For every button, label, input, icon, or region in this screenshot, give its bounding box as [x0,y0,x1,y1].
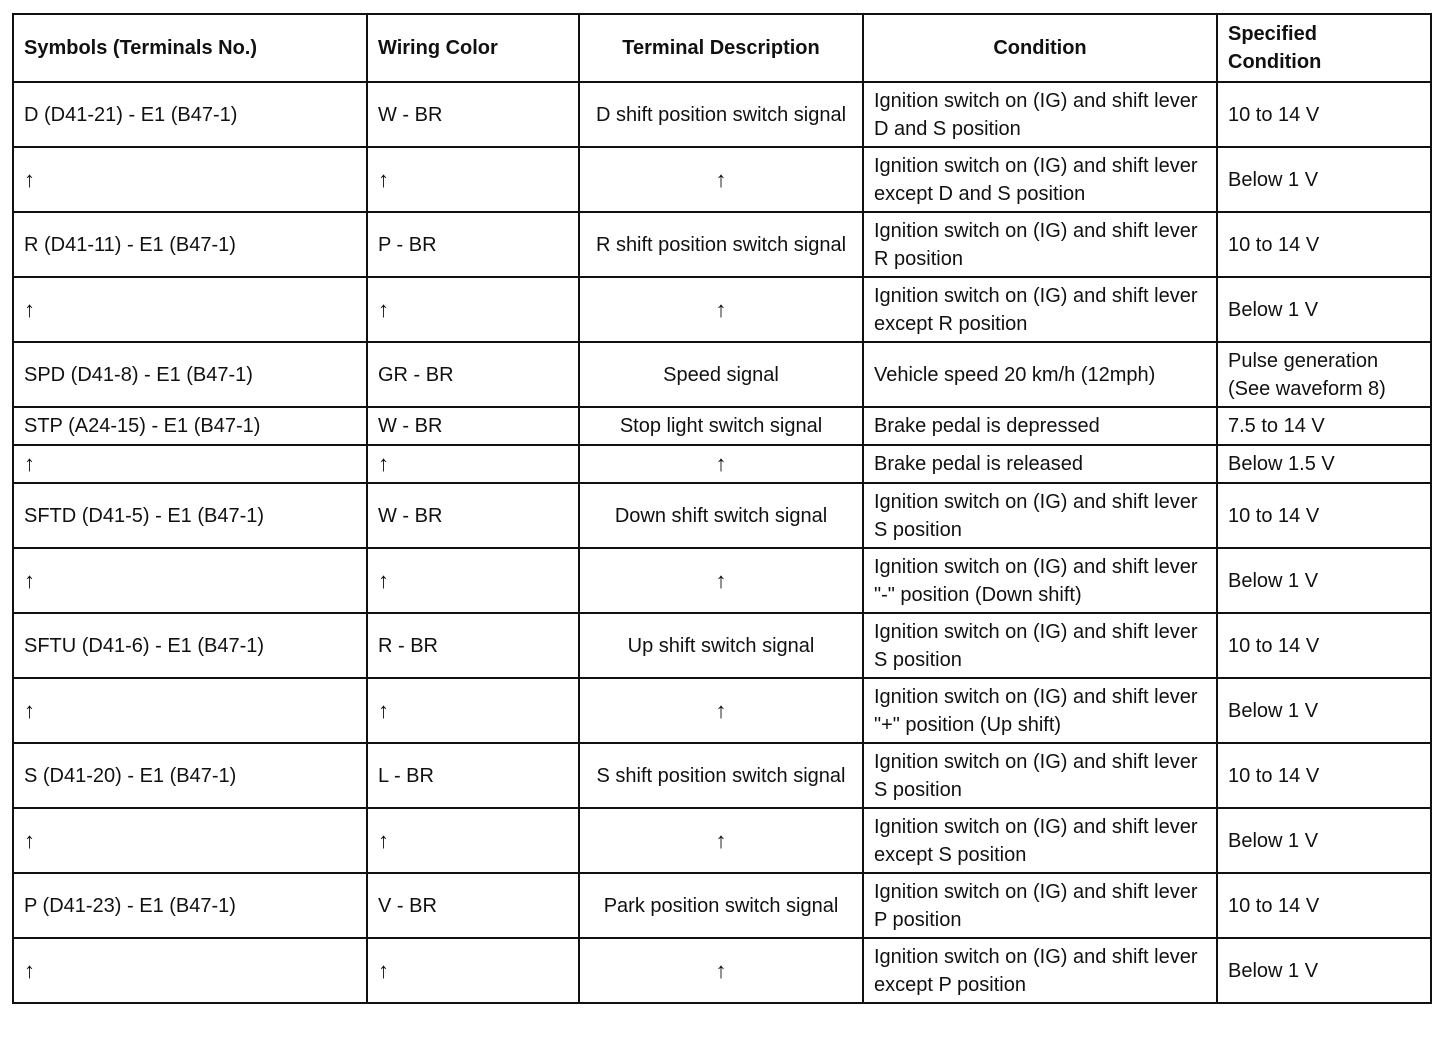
table-row [13,938,1431,1003]
cell-specified-condition: 10 to 14 V [1217,212,1431,277]
cell-condition: Ignition switch on (IG) and shift lever D and S position [863,82,1217,147]
table-row [13,212,1431,277]
cell-terminal-description: ↑ [579,445,863,483]
cell-specified-condition: Pulse generation (See waveform 8) [1217,342,1431,407]
cell-symbols: SPD (D41-8) - E1 (B47-1) [13,342,367,407]
cell-wiring-color: ↑ [367,678,579,743]
cell-condition: Ignition switch on (IG) and shift lever S position [863,483,1217,548]
cell-terminal-description: R shift position switch signal [579,212,863,277]
cell-specified-condition: 10 to 14 V [1217,613,1431,678]
cell-wiring-color: W - BR [367,82,579,147]
cell-terminal-description: ↑ [579,938,863,1003]
cell-specified-condition: 10 to 14 V [1217,743,1431,808]
cell-terminal-description: Park position switch signal [579,873,863,938]
cell-specified-condition: Below 1 V [1217,147,1431,212]
cell-terminal-description: Stop light switch signal [579,407,863,445]
cell-symbols: ↑ [13,808,367,873]
cell-terminal-description: S shift position switch signal [579,743,863,808]
cell-symbols: ↑ [13,277,367,342]
cell-terminal-description: ↑ [579,147,863,212]
cell-specified-condition: Below 1 V [1217,548,1431,613]
cell-terminal-description: Down shift switch signal [579,483,863,548]
cell-wiring-color: ↑ [367,445,579,483]
cell-condition: Ignition switch on (IG) and shift lever except D and S position [863,147,1217,212]
table-row [13,678,1431,743]
cell-terminal-description: ↑ [579,678,863,743]
cell-terminal-description: D shift position switch signal [579,82,863,147]
table-row [13,483,1431,548]
cell-wiring-color: ↑ [367,277,579,342]
cell-wiring-color: L - BR [367,743,579,808]
cell-symbols: R (D41-11) - E1 (B47-1) [13,212,367,277]
cell-condition: Ignition switch on (IG) and shift lever R position [863,212,1217,277]
table-row [13,82,1431,147]
cell-condition: Brake pedal is depressed [863,407,1217,445]
cell-wiring-color: ↑ [367,808,579,873]
cell-wiring-color: P - BR [367,212,579,277]
cell-symbols: ↑ [13,548,367,613]
cell-condition: Ignition switch on (IG) and shift lever "-" position (Down shift) [863,548,1217,613]
table-row [13,808,1431,873]
cell-wiring-color: GR - BR [367,342,579,407]
cell-terminal-description: ↑ [579,548,863,613]
cell-terminal-description: Speed signal [579,342,863,407]
table-row [13,342,1431,407]
cell-condition: Ignition switch on (IG) and shift lever except R position [863,277,1217,342]
cell-specified-condition: Below 1 V [1217,277,1431,342]
cell-symbols: P (D41-23) - E1 (B47-1) [13,873,367,938]
cell-condition: Vehicle speed 20 km/h (12mph) [863,342,1217,407]
cell-symbols: SFTU (D41-6) - E1 (B47-1) [13,613,367,678]
header-specified-condition: Specified Condition [1217,14,1431,82]
cell-symbols: ↑ [13,147,367,212]
cell-wiring-color: W - BR [367,483,579,548]
cell-condition: Ignition switch on (IG) and shift lever P position [863,873,1217,938]
terminal-table [12,13,1432,1004]
cell-condition: Brake pedal is released [863,445,1217,483]
cell-specified-condition: Below 1 V [1217,938,1431,1003]
table-row [13,873,1431,938]
header-row [13,14,1431,82]
cell-wiring-color: W - BR [367,407,579,445]
cell-condition: Ignition switch on (IG) and shift lever except P position [863,938,1217,1003]
cell-terminal-description: ↑ [579,808,863,873]
cell-symbols: ↑ [13,938,367,1003]
table-row [13,743,1431,808]
table-row [13,147,1431,212]
cell-symbols: ↑ [13,678,367,743]
header-condition: Condition [863,14,1217,82]
cell-symbols: SFTD (D41-5) - E1 (B47-1) [13,483,367,548]
table-row [13,407,1431,445]
cell-wiring-color: ↑ [367,548,579,613]
cell-terminal-description: Up shift switch signal [579,613,863,678]
table-row [13,277,1431,342]
cell-wiring-color: V - BR [367,873,579,938]
cell-condition: Ignition switch on (IG) and shift lever "+" position (Up shift) [863,678,1217,743]
cell-symbols: S (D41-20) - E1 (B47-1) [13,743,367,808]
cell-condition: Ignition switch on (IG) and shift lever except S position [863,808,1217,873]
table-row [13,613,1431,678]
cell-specified-condition: 7.5 to 14 V [1217,407,1431,445]
cell-specified-condition: Below 1 V [1217,678,1431,743]
cell-wiring-color: ↑ [367,938,579,1003]
cell-specified-condition: Below 1 V [1217,808,1431,873]
cell-symbols: D (D41-21) - E1 (B47-1) [13,82,367,147]
table-row [13,548,1431,613]
cell-specified-condition: Below 1.5 V [1217,445,1431,483]
cell-terminal-description: ↑ [579,277,863,342]
cell-condition: Ignition switch on (IG) and shift lever S position [863,613,1217,678]
cell-wiring-color: R - BR [367,613,579,678]
header-symbols: Symbols (Terminals No.) [13,14,367,82]
cell-specified-condition: 10 to 14 V [1217,483,1431,548]
header-terminal-description: Terminal Description [579,14,863,82]
table-row [13,445,1431,483]
header-wiring-color: Wiring Color [367,14,579,82]
cell-condition: Ignition switch on (IG) and shift lever S position [863,743,1217,808]
cell-specified-condition: 10 to 14 V [1217,873,1431,938]
cell-specified-condition: 10 to 14 V [1217,82,1431,147]
cell-wiring-color: ↑ [367,147,579,212]
cell-symbols: ↑ [13,445,367,483]
cell-symbols: STP (A24-15) - E1 (B47-1) [13,407,367,445]
